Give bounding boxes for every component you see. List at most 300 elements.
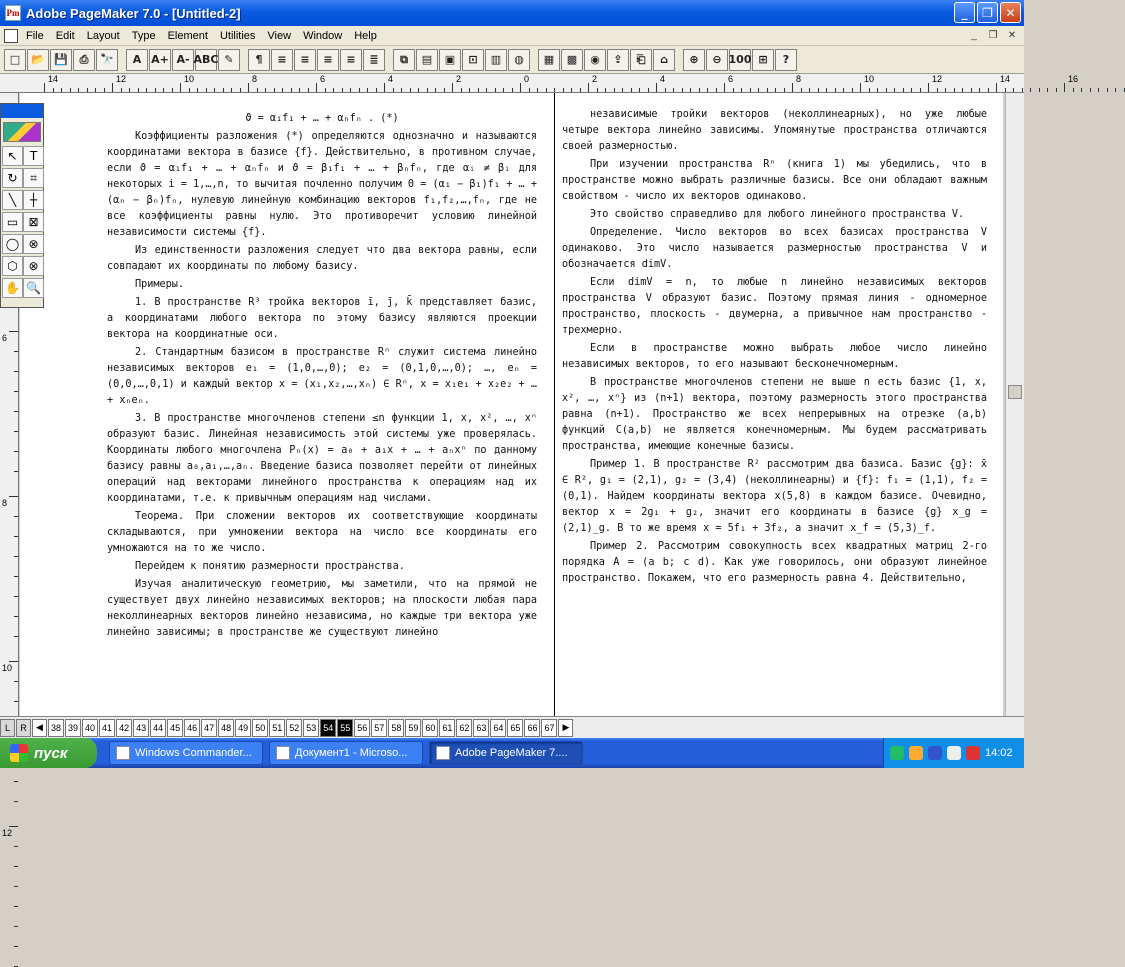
ruler-tick bbox=[112, 83, 113, 92]
start-button[interactable] bbox=[0, 738, 97, 768]
master-page-L[interactable]: L bbox=[0, 719, 15, 737]
task-app-icon bbox=[436, 746, 450, 760]
paragraph[interactable]: Изучая аналитическую геометрию, мы заметили, что на прямой не существует двух линейно независимых векторов; на плоскости любая пара неколлинеарных векторов линейно независима, но каждые три вектора уже линейно зависимы; в пространстве же существуют линейно bbox=[107, 579, 537, 638]
ruler-tick bbox=[665, 88, 666, 92]
ruler-label: 10 bbox=[184, 74, 195, 84]
page-icon-45[interactable]: 45 bbox=[167, 719, 183, 737]
paragraph[interactable]: Из единственности разложения следует что два вектора равны, если совпадают их координаты по любому базису. bbox=[107, 245, 537, 272]
paragraph[interactable]: 2. Стандартным базисом в пространстве Rⁿ служит система линейно независимых векторов e₁ = (1,0,…,0); e₂ = (0,1,0,…,0); …, eₙ = (0,0,…,0,1) и каждый вектор x = (x₁,x₂,…,xₙ) ∈ Rⁿ, x = x₁e₁ + x₂e₂ + … + xₙeₙ. bbox=[107, 347, 537, 406]
page-icon-39[interactable]: 39 bbox=[65, 719, 81, 737]
ruler-tick bbox=[78, 88, 79, 92]
menu-file[interactable]: File bbox=[26, 29, 44, 42]
ruler-tick bbox=[631, 88, 632, 92]
ruler-tick bbox=[325, 88, 326, 92]
ruler-tick bbox=[9, 661, 18, 662]
horizontal-ruler[interactable] bbox=[0, 74, 1079, 93]
menu-type[interactable]: Type bbox=[131, 29, 156, 42]
paragraph[interactable]: 1. В пространстве R³ тройка векторов ī, j̄, k̄ представляет базис, а координатами любого вектора по этому базису являются проекции вектора на координатные оси. bbox=[107, 297, 537, 340]
spell-icon[interactable]: ABC bbox=[195, 49, 217, 71]
ruler-tick bbox=[180, 83, 181, 92]
ruler-tick bbox=[979, 88, 980, 92]
ruler-tick bbox=[342, 88, 343, 92]
ruler-tick bbox=[903, 88, 904, 92]
ruler-tick bbox=[1124, 88, 1125, 92]
master-page-R[interactable]: R bbox=[16, 719, 31, 737]
ruler-tick bbox=[1030, 88, 1031, 92]
story-icon[interactable]: ✎ bbox=[218, 49, 240, 71]
ruler-tick bbox=[384, 83, 385, 92]
task-app-icon bbox=[276, 746, 290, 760]
pasteboard[interactable] bbox=[20, 93, 1003, 716]
ruler-tick bbox=[14, 781, 18, 782]
page-scroll-right-button[interactable]: ▶ bbox=[558, 719, 573, 737]
ruler-tick bbox=[172, 88, 173, 92]
ruler-tick bbox=[1039, 88, 1040, 92]
title-bar bbox=[0, 0, 1024, 26]
polygon-frame-tool-icon[interactable]: ⊗ bbox=[23, 256, 44, 276]
page-icon-38[interactable]: 38 bbox=[48, 719, 64, 737]
pilcrow-icon[interactable]: ¶ bbox=[248, 49, 270, 71]
ruler-tick bbox=[928, 83, 929, 92]
rectangle-tool-icon[interactable]: ▭ bbox=[2, 212, 23, 232]
left-page-text-block[interactable] bbox=[107, 111, 537, 643]
toolbar-separator bbox=[531, 49, 537, 71]
toolbar-separator bbox=[119, 49, 125, 71]
ruler-tick bbox=[546, 88, 547, 92]
justify-icon[interactable]: ≡ bbox=[340, 49, 362, 71]
ruler-tick bbox=[478, 88, 479, 92]
ruler-tick bbox=[1047, 88, 1048, 92]
toolbar-separator bbox=[241, 49, 247, 71]
pointer-tool-icon[interactable]: ↖ bbox=[2, 146, 23, 166]
system-tray bbox=[883, 738, 1024, 768]
ruler-tick bbox=[758, 88, 759, 92]
text-tool-icon[interactable]: T bbox=[23, 146, 44, 166]
ruler-tick bbox=[886, 88, 887, 92]
zoom-in-icon[interactable]: ⊕ bbox=[683, 49, 705, 71]
vertical-scrollbar[interactable] bbox=[1005, 93, 1024, 716]
page-icon-51[interactable]: 51 bbox=[269, 719, 285, 737]
ellipse-frame-tool-icon[interactable]: ⊗ bbox=[23, 234, 44, 254]
paragraph[interactable]: Определение. Число векторов во всех базисах пространства V одинаково. Это число называется размерностью пространства V и обозначается dimV. bbox=[562, 227, 987, 270]
ruler-tick bbox=[767, 88, 768, 92]
ruler-tick bbox=[14, 681, 18, 682]
colors-icon[interactable]: ▦ bbox=[538, 49, 560, 71]
ruler-tick bbox=[14, 471, 18, 472]
menu-layout[interactable]: Layout bbox=[86, 29, 120, 42]
ruler-tick bbox=[95, 88, 96, 92]
ruler-tick bbox=[70, 88, 71, 92]
ruler-tick bbox=[673, 88, 674, 92]
page-icon[interactable]: ▤ bbox=[416, 49, 438, 71]
paragraph[interactable]: ϑ = α₁f₁ + … + αₙfₙ . (*) bbox=[245, 113, 399, 124]
font-smaller-icon[interactable]: A- bbox=[172, 49, 194, 71]
ruler-tick bbox=[163, 88, 164, 92]
ruler-tick bbox=[520, 83, 521, 92]
new-icon[interactable]: □ bbox=[4, 49, 26, 71]
taskbar-task-button[interactable] bbox=[109, 741, 263, 765]
ruler-tick bbox=[444, 88, 445, 92]
zoom-tool-icon[interactable]: 🔍 bbox=[23, 278, 44, 298]
force-justify-icon[interactable]: ≣ bbox=[363, 49, 385, 71]
page-icon-67[interactable]: 67 bbox=[541, 719, 557, 737]
ruler-tick bbox=[333, 88, 334, 92]
styles-icon[interactable]: ▩ bbox=[561, 49, 583, 71]
paragraph[interactable]: Пример 1. В пространстве R² рассмотрим два базиса. Базис {g}: x̄ ∈ R², g₁ = (2,1), g₂ = (3,4) (неколлинеарны) и {f}: f₁ = (1,1), f₂ = (0,1). Найдем координаты вектора x(5,8) в каждом базисе. Очевидно, вектор x = 2g₁ + g₂, значит его координаты в базисе {g} x_g = (2,1)_g. В то же время x = 5f₁ + 3f₂, а значит x_f = (5,3)_f. bbox=[562, 459, 987, 534]
ruler-tick bbox=[350, 88, 351, 92]
hand-tool-icon[interactable]: ✋ bbox=[2, 278, 23, 298]
ruler-label: 14 bbox=[1000, 74, 1011, 84]
ruler-tick bbox=[14, 926, 18, 927]
ruler-tick bbox=[639, 88, 640, 92]
page-icon-53[interactable]: 53 bbox=[303, 719, 319, 737]
menu-edit[interactable]: Edit bbox=[55, 29, 75, 42]
ruler-label: 2 bbox=[592, 74, 598, 84]
find-icon[interactable]: 🔭 bbox=[96, 49, 118, 71]
ruler-tick bbox=[801, 88, 802, 92]
scrollbar-thumb[interactable] bbox=[1008, 385, 1022, 399]
task-label: Windows Commander... bbox=[135, 747, 252, 759]
menu-help[interactable]: Help bbox=[354, 29, 377, 42]
ruler-tick bbox=[14, 431, 18, 432]
ruler-tick bbox=[14, 866, 18, 867]
image-icon[interactable]: ⊡ bbox=[462, 49, 484, 71]
font-larger-icon[interactable]: A+ bbox=[149, 49, 171, 71]
toolbox-titlebar[interactable] bbox=[1, 104, 43, 118]
color-icon[interactable]: ◍ bbox=[508, 49, 530, 71]
ruler-label: 6 bbox=[2, 333, 8, 343]
web-icon[interactable]: ◉ bbox=[584, 49, 606, 71]
ruler-tick bbox=[308, 88, 309, 92]
ruler-label: 16 bbox=[1068, 74, 1079, 84]
volume-icon[interactable] bbox=[947, 746, 961, 760]
ruler-tick bbox=[14, 451, 18, 452]
open-icon[interactable]: 📂 bbox=[27, 49, 49, 71]
window-title: Adobe PageMaker 7.0 - [Untitled-2] bbox=[26, 5, 241, 21]
page-icon-49[interactable]: 49 bbox=[235, 719, 251, 737]
ruler-label: 8 bbox=[796, 74, 802, 84]
page-icon-40[interactable]: 40 bbox=[82, 719, 98, 737]
ruler-tick bbox=[843, 88, 844, 92]
ruler-tick bbox=[461, 88, 462, 92]
document-icon[interactable] bbox=[4, 29, 18, 43]
rotate-tool-icon[interactable]: ↻ bbox=[2, 168, 23, 188]
ruler-label: 10 bbox=[2, 663, 13, 673]
ruler-tick bbox=[53, 88, 54, 92]
ruler-tick bbox=[223, 88, 224, 92]
ruler-tick bbox=[911, 88, 912, 92]
fit-icon[interactable]: ⊞ bbox=[752, 49, 774, 71]
ruler-label: 6 bbox=[320, 74, 326, 84]
ruler-tick bbox=[775, 88, 776, 92]
ruler-label: 0 bbox=[524, 74, 530, 84]
ruler-label: 6 bbox=[728, 74, 734, 84]
ruler-tick bbox=[189, 88, 190, 92]
page-icon-50[interactable]: 50 bbox=[252, 719, 268, 737]
constrained-line-tool-icon[interactable]: ┼ bbox=[23, 190, 44, 210]
page-icon-55[interactable]: 55 bbox=[337, 719, 353, 737]
ruler-tick bbox=[14, 886, 18, 887]
right-page-text-block[interactable] bbox=[562, 107, 987, 589]
network-icon[interactable] bbox=[890, 746, 904, 760]
close-button[interactable]: ✕ bbox=[1000, 2, 1021, 23]
ruler-tick bbox=[87, 88, 88, 92]
ruler-tick bbox=[503, 88, 504, 92]
ruler-tick bbox=[537, 88, 538, 92]
page-icon-54[interactable]: 54 bbox=[320, 719, 336, 737]
page-icon-59[interactable]: 59 bbox=[405, 719, 421, 737]
ruler-tick bbox=[274, 88, 275, 92]
line-tool-icon[interactable]: ╲ bbox=[2, 190, 23, 210]
ruler-tick bbox=[529, 88, 530, 92]
ruler-label: 14 bbox=[48, 74, 59, 84]
ruler-tick bbox=[14, 536, 18, 537]
paragraph[interactable]: Коэффициенты разложения (*) определяются однозначно и называются координатами вектора в базисе {f}. Действительно, в противном случае, если ϑ = α₁f₁ + … + αₙfₙ и ϑ = β₁f₁ + … + βₙfₙ, где αᵢ ≠ βᵢ для некоторых i = 1,…,n, то вычитая почленно получим 0 = (α₁ − β₁)f₁ + … + (αₙ − βₙ)fₙ, нулевую линейную комбинацию векторов f₁,f₂,…,fₙ, где не все коэффициенты равны нулю. Это противоречит условию линейной независимости системы {f}. bbox=[107, 131, 537, 238]
print-icon[interactable]: ⎙ bbox=[73, 49, 95, 71]
layer-icon[interactable]: ▥ bbox=[485, 49, 507, 71]
ruler-tick bbox=[1081, 88, 1082, 92]
ruler-tick bbox=[869, 88, 870, 92]
page-icon-41[interactable]: 41 bbox=[99, 719, 115, 737]
rectangle-frame-tool-icon[interactable]: ⊠ bbox=[23, 212, 44, 232]
page-icon-44[interactable]: 44 bbox=[150, 719, 166, 737]
ruler-tick bbox=[554, 88, 555, 92]
pagemaker-app-icon[interactable]: Pm bbox=[5, 5, 21, 21]
ruler-tick bbox=[104, 88, 105, 92]
ruler-tick bbox=[129, 88, 130, 92]
menu-bar bbox=[0, 26, 1024, 46]
page-icon-48[interactable]: 48 bbox=[218, 719, 234, 737]
help-icon[interactable]: ? bbox=[775, 49, 797, 71]
ruler-tick bbox=[614, 88, 615, 92]
ruler-tick bbox=[1098, 88, 1099, 92]
paragraph[interactable]: Пример 2. Рассмотрим совокупность всех квадратных матриц 2-го порядка A = (a b; c d). Как уже говорилось, они образуют линейное пространство. Покажем, что его размерность равна 4. Действительно, bbox=[562, 541, 987, 584]
ruler-tick bbox=[14, 636, 18, 637]
paragraph[interactable]: Если dimV = n, то любые n линейно независимых векторов пространства V образуют базис. Поэтому прямая линия - одномерное пространство, плоскость - двумерна, а привычное нам пространство - трехмерно. bbox=[562, 277, 987, 336]
paragraph[interactable]: В пространстве многочленов степени не выше n есть базис {1, x, x², …, xⁿ} из (n+1) вектора, поэтому размерность этого пространства равна (n+1). Пространство же всех непрерывных на отрезке (a,b) функций C(a,b) не является конечномерным. Мы будем рассматривать пространства, имеющие конечные базисы. bbox=[562, 377, 987, 452]
ruler-tick bbox=[299, 88, 300, 92]
ruler-tick bbox=[1013, 88, 1014, 92]
page-scroll-left-button[interactable]: ◀ bbox=[32, 719, 47, 737]
ruler-label: 8 bbox=[2, 498, 8, 508]
page-icon-47[interactable]: 47 bbox=[201, 719, 217, 737]
paragraph[interactable]: При изучении пространства Rⁿ (книга 1) мы убедились, что в пространстве можно выбрать различные базисы. Все они обладают важным свойством - число их векторов одинаково. bbox=[562, 159, 987, 202]
ruler-tick bbox=[265, 88, 266, 92]
ruler-tick bbox=[14, 701, 18, 702]
ruler-tick bbox=[682, 88, 683, 92]
paragraph[interactable]: Перейдем к понятию размерности пространства. bbox=[135, 561, 405, 572]
messenger-icon[interactable] bbox=[909, 746, 923, 760]
ruler-tick bbox=[818, 88, 819, 92]
ruler-tick bbox=[563, 88, 564, 92]
doc-restore-button[interactable]: ❐ bbox=[988, 29, 998, 41]
ruler-tick bbox=[14, 516, 18, 517]
zoom-out-icon[interactable]: ⊖ bbox=[706, 49, 728, 71]
menu-window[interactable]: Window bbox=[303, 29, 343, 42]
page-icon-64[interactable]: 64 bbox=[490, 719, 506, 737]
toolbox-palette[interactable] bbox=[0, 103, 44, 308]
ruler-tick bbox=[427, 88, 428, 92]
ruler-label: 2 bbox=[456, 74, 462, 84]
ruler-tick bbox=[622, 88, 623, 92]
ruler-tick bbox=[809, 88, 810, 92]
export-icon[interactable]: ⇪ bbox=[607, 49, 629, 71]
task-label: Adobe PageMaker 7.... bbox=[455, 747, 568, 759]
doc-minimize-button[interactable]: _ bbox=[971, 29, 977, 41]
ruler-tick bbox=[971, 88, 972, 92]
ruler-tick bbox=[418, 88, 419, 92]
ruler-tick bbox=[784, 88, 785, 92]
frame-icon[interactable]: ▣ bbox=[439, 49, 461, 71]
page-icon-52[interactable]: 52 bbox=[286, 719, 302, 737]
main-toolbar bbox=[0, 46, 1024, 74]
align-left-icon[interactable]: ≡ bbox=[271, 49, 293, 71]
ruler-tick bbox=[393, 88, 394, 92]
ruler-tick bbox=[9, 331, 18, 332]
ruler-tick bbox=[240, 88, 241, 92]
ruler-tick bbox=[282, 88, 283, 92]
ruler-label: 4 bbox=[388, 74, 394, 84]
align-right-icon[interactable]: ≡ bbox=[317, 49, 339, 71]
ruler-tick bbox=[257, 88, 258, 92]
align-center-icon[interactable]: ≡ bbox=[294, 49, 316, 71]
ruler-tick bbox=[9, 826, 18, 827]
paragraph[interactable]: Теорема. При сложении векторов их соответствующие координаты складываются, при умножении вектора на число все координаты его умножаются на то же число. bbox=[107, 511, 537, 554]
ruler-label: 12 bbox=[116, 74, 127, 84]
ruler-tick bbox=[61, 88, 62, 92]
ruler-tick bbox=[291, 88, 292, 92]
ruler-tick bbox=[469, 88, 470, 92]
ruler-tick bbox=[452, 83, 453, 92]
ruler-tick bbox=[852, 88, 853, 92]
ruler-tick bbox=[699, 88, 700, 92]
ruler-tick bbox=[605, 88, 606, 92]
actual-size-icon[interactable]: 100 bbox=[729, 49, 751, 71]
ruler-tick bbox=[14, 616, 18, 617]
ruler-tick bbox=[656, 83, 657, 92]
restore-button[interactable]: ❐ bbox=[977, 2, 998, 23]
right-page[interactable] bbox=[558, 93, 1003, 716]
ruler-tick bbox=[835, 88, 836, 92]
ruler-tick bbox=[1064, 83, 1065, 92]
font-a-icon[interactable]: A bbox=[126, 49, 148, 71]
ruler-tick bbox=[316, 83, 317, 92]
ruler-tick bbox=[724, 83, 725, 92]
windows-logo-icon bbox=[10, 744, 28, 762]
ruler-label: 12 bbox=[2, 828, 13, 838]
page-icon-58[interactable]: 58 bbox=[388, 719, 404, 737]
task-app-icon bbox=[116, 746, 130, 760]
taskbar bbox=[0, 738, 1024, 768]
menu-element[interactable]: Element bbox=[167, 29, 208, 42]
page-icon-63[interactable]: 63 bbox=[473, 719, 489, 737]
ruler-tick bbox=[512, 88, 513, 92]
ruler-tick bbox=[571, 88, 572, 92]
page-icon-56[interactable]: 56 bbox=[354, 719, 370, 737]
menu-view[interactable]: View bbox=[267, 29, 292, 42]
paragraph[interactable]: 3. В пространстве многочленов степени ≤n функции 1, x, x², …, xⁿ образуют базис. Линейная независимость этой системы уже проверялась. Координаты любого многочлена Pₙ(x) = a₀ + a₁x + … + aₙxⁿ по данному базису равны a₀,a₁,…,aₙ. Введение базиса позволяет перейти от линейных операций над векторами линейного пространства к операциям над их координатами, т.е. к привычным операциям над числами. bbox=[107, 413, 537, 504]
page-icon-66[interactable]: 66 bbox=[524, 719, 540, 737]
ruler-label: 12 bbox=[932, 74, 943, 84]
ruler-tick bbox=[1115, 88, 1116, 92]
ruler-tick bbox=[1090, 88, 1091, 92]
minimize-button[interactable]: _ bbox=[954, 2, 975, 23]
ruler-tick bbox=[954, 88, 955, 92]
ruler-tick bbox=[988, 88, 989, 92]
ruler-tick bbox=[580, 88, 581, 92]
ruler-tick bbox=[155, 88, 156, 92]
page-icon-43[interactable]: 43 bbox=[133, 719, 149, 737]
ruler-tick bbox=[14, 801, 18, 802]
paragraph[interactable]: Примеры. bbox=[135, 279, 185, 290]
ruler-tick bbox=[486, 88, 487, 92]
page-icon-57[interactable]: 57 bbox=[371, 719, 387, 737]
page-icon-42[interactable]: 42 bbox=[116, 719, 132, 737]
page-icon-46[interactable]: 46 bbox=[184, 719, 200, 737]
ruler-tick bbox=[1005, 88, 1006, 92]
ruler-tick bbox=[1073, 88, 1074, 92]
ruler-tick bbox=[860, 83, 861, 92]
pages-icon[interactable]: ⧉ bbox=[393, 49, 415, 71]
task-label: Документ1 - Microso... bbox=[295, 747, 408, 759]
ruler-tick bbox=[376, 88, 377, 92]
menu-utilities[interactable]: Utilities bbox=[219, 29, 256, 42]
start-label: пуск bbox=[34, 744, 68, 762]
ruler-tick bbox=[894, 88, 895, 92]
clock[interactable]: 14:02 bbox=[985, 747, 1013, 759]
ruler-tick bbox=[962, 88, 963, 92]
html-icon[interactable]: ⌂ bbox=[653, 49, 675, 71]
pdf-icon[interactable]: ⎗ bbox=[630, 49, 652, 71]
ruler-tick bbox=[14, 371, 18, 372]
ellipse-tool-icon[interactable]: ◯ bbox=[2, 234, 23, 254]
paragraph[interactable]: независимые тройки векторов (неколлинеарных), но уже любые четыре вектора линейно зависимы. Упомянутые пространства отличаются своей размерностью. bbox=[562, 109, 987, 152]
paragraph[interactable]: Если в пространстве можно выбрать любое число линейно независимых векторов, то его называют бесконечномерным. bbox=[562, 343, 987, 370]
doc-close-button[interactable]: ✕ bbox=[1007, 29, 1017, 41]
paragraph[interactable]: Это свойство справедливо для любого линейного пространства V. bbox=[590, 209, 965, 220]
ruler-tick bbox=[750, 88, 751, 92]
antivirus-icon[interactable] bbox=[966, 746, 980, 760]
page-navigation-bar bbox=[0, 716, 1024, 738]
page-icon-65[interactable]: 65 bbox=[507, 719, 523, 737]
taskbar-task-button[interactable] bbox=[429, 741, 583, 765]
ruler-tick bbox=[877, 88, 878, 92]
bluetooth-icon[interactable] bbox=[928, 746, 942, 760]
left-page[interactable] bbox=[85, 93, 555, 716]
page-icon-61[interactable]: 61 bbox=[439, 719, 455, 737]
page-icon-60[interactable]: 60 bbox=[422, 719, 438, 737]
crop-tool-icon[interactable]: ⌗ bbox=[23, 168, 44, 188]
ruler-tick bbox=[14, 351, 18, 352]
ruler-tick bbox=[231, 88, 232, 92]
ruler-tick bbox=[690, 88, 691, 92]
ruler-tick bbox=[206, 88, 207, 92]
ruler-tick bbox=[14, 906, 18, 907]
page-icon-62[interactable]: 62 bbox=[456, 719, 472, 737]
ruler-tick bbox=[716, 88, 717, 92]
polygon-tool-icon[interactable]: ⬡ bbox=[2, 256, 23, 276]
ruler-tick bbox=[1056, 88, 1057, 92]
ruler-tick bbox=[996, 83, 997, 92]
ruler-tick bbox=[367, 88, 368, 92]
ruler-tick bbox=[1022, 88, 1023, 92]
ruler-tick bbox=[14, 556, 18, 557]
taskbar-task-button[interactable] bbox=[269, 741, 423, 765]
save-icon[interactable]: 💾 bbox=[50, 49, 72, 71]
ruler-tick bbox=[359, 88, 360, 92]
ruler-tick bbox=[1107, 88, 1108, 92]
toolbox-preview-icon bbox=[3, 122, 41, 142]
